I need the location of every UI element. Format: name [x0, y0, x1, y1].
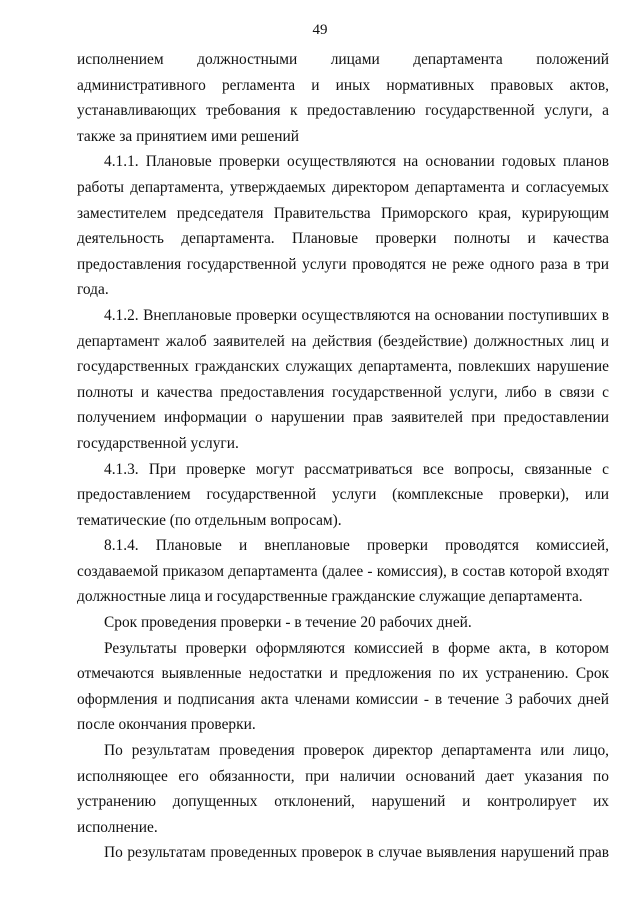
paragraph-8-1-4: 8.1.4. Плановые и внеплановые проверки проводятся комиссией, создаваемой приказом департамента (далее - комиссия), в состав которой входят должностные лица и государственные гражданские служащие департамента. — [77, 537, 609, 606]
paragraph-4-1-2: 4.1.2. Внеплановые проверки осуществляются на основании поступивших в департамент жалоб заявителей на действия (бездействие) должностных лиц и государственных гражданских служащих департамента, повлекших нарушение полноты и качества предоставления государственной услуги, либо в связи с получением информации о нарушении прав заявителей при предоставлении государственной услуги. — [77, 306, 609, 452]
paragraph-inspection-results: Результаты проверки оформляются комиссией в форме акта, в котором отмечаются выявленные недостатки и предложения по их устранению. Срок оформления и подписания акта членами комиссии - в течение 3 рабочих дней после окончания проверки. — [77, 639, 609, 734]
paragraph-violations: По результатам проведенных проверок в случае выявления нарушений прав — [104, 844, 609, 862]
paragraph-4-1-3: 4.1.3. При проверке могут рассматриваться все вопросы, связанные с предоставлением государственной услуги (комплексные проверки), или тематические (по отдельным вопросам). — [77, 460, 609, 529]
page-number: 49 — [312, 22, 328, 38]
document-body — [77, 47, 609, 866]
paragraph-continuation: исполнением должностными лицами департамента положений административного регламента и иных нормативных правовых актов, устанавливающих требования к предоставлению государственной услуги, а также за принятием ими решений — [77, 51, 609, 145]
paragraph-4-1-1: 4.1.1. Плановые проверки осуществляются на основании годовых планов работы департамента, утверждаемых директором департамента и согласуемых заместителем председателя Правительства Приморского края, курирующим деятельность департамента. Плановые проверки полноты и качества предоставления государственной услуги проводятся не реже одного раза в три года. — [77, 153, 609, 299]
paragraph-director-instructions: По результатам проведения проверок директор департамента или лицо, исполняющее его обязанности, при наличии оснований дает указания по устранению допущенных отклонений, нарушений и контролирует их исполнение. — [77, 742, 609, 836]
paragraph-inspection-term: Срок проведения проверки - в течение 20 рабочих дней. — [104, 614, 472, 632]
